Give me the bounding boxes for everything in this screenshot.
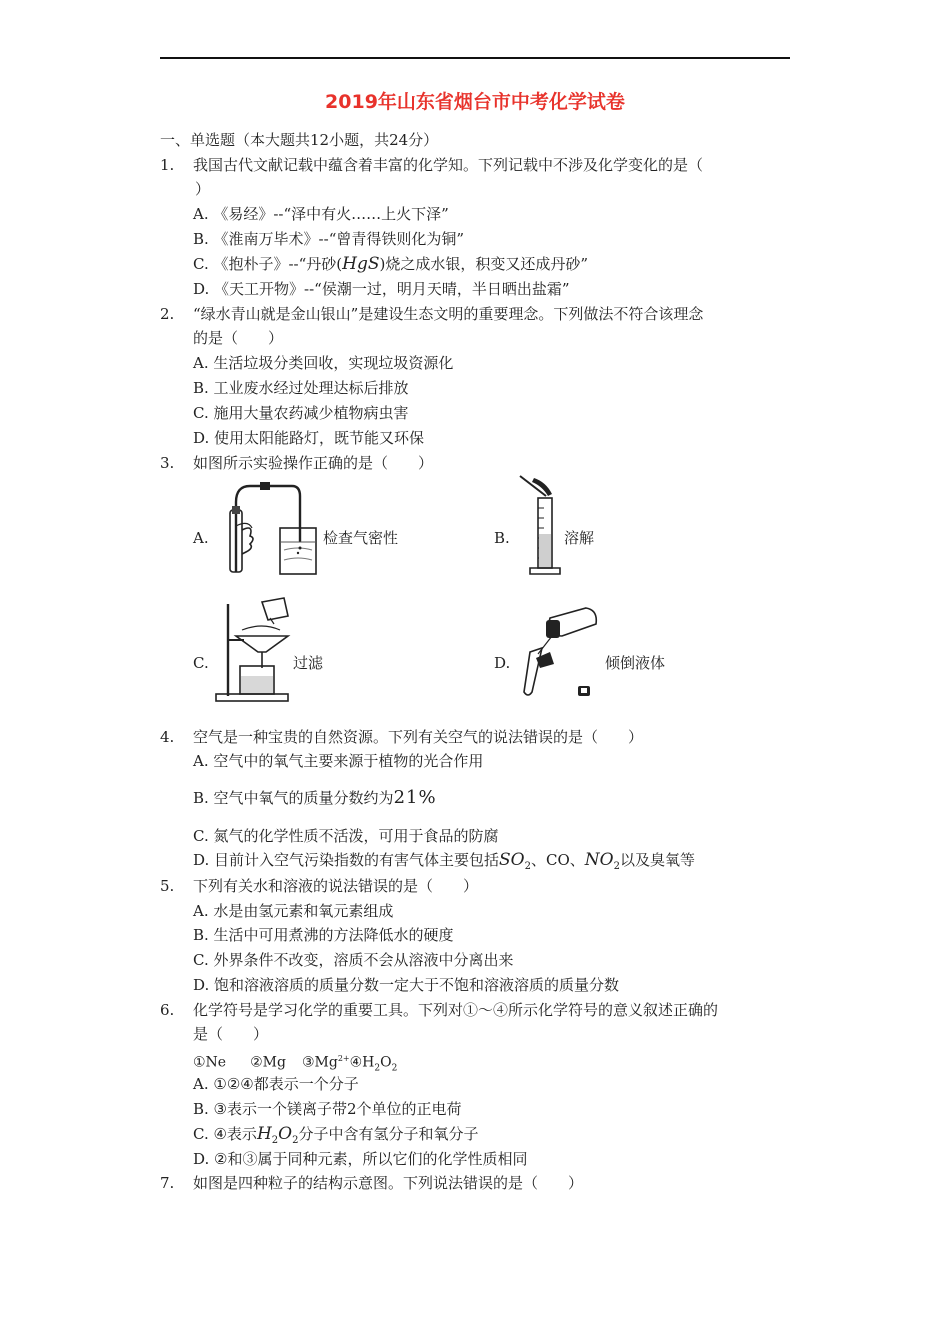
option-b: B. ③表示一个镁离子带2个单位的正电荷: [193, 1100, 462, 1118]
option-a: A. 《易经》--“泽中有火……上火下泽”: [193, 205, 449, 223]
option-b: B. 工业废水经过处理达标后排放: [193, 379, 409, 397]
question-stem: “绿水青山就是金山银山”是建设生态文明的重要理念。下列做法不符合该理念: [193, 305, 704, 323]
question-stem-2: 的是（ ）: [193, 329, 284, 347]
option-b: B. 空气中氧气的质量分数约为21%: [193, 787, 437, 808]
section-heading: 一、单选题（本大题共12小题，共24分）: [160, 131, 439, 149]
chemical-symbols: ①Ne ②Mg $③Mg^{2+}④H_2O_2$: [193, 1054, 398, 1074]
option-d: D. 目前计入空气污染指数的有害气体主要包括$SO_2$、CO、$NO_2$以及臭氧等: [193, 850, 695, 872]
question-stem: 如图是四种粒子的结构示意图。下列说法错误的是（ ）: [193, 1174, 584, 1192]
option-a: A. 生活垃圾分类回收，实现垃圾资源化: [193, 354, 454, 372]
option-b: B. 生活中可用煮沸的方法降低水的硬度: [193, 926, 454, 944]
question-stem: 下列有关水和溶液的说法错误的是（ ）: [193, 877, 479, 895]
option-b-label: 溶解: [564, 529, 595, 547]
filtration-figure: [214, 596, 294, 704]
option-b: B. 《淮南万毕术》--“曾青得铁则化为铜”: [193, 230, 465, 248]
question-stem: 化学符号是学习化学的重要工具。下列对①～④所示化学符号的意义叙述正确的: [193, 1001, 719, 1019]
option-d: D. ②和③属于同种元素，所以它们的化学性质相同: [193, 1150, 528, 1168]
option-c-label: 过滤: [293, 654, 324, 672]
option-c: C. 《抱朴子》--“丹砂(HgS)烧之成水银，积变又还成丹砂”: [193, 254, 589, 274]
question-stem: 如图所示实验操作正确的是（ ）: [193, 454, 434, 472]
option-a: A. ①②④都表示一个分子: [193, 1075, 359, 1093]
airtightness-check-figure: [214, 480, 320, 580]
option-c: C. ④表示$H_2O_2$分子中含有氢分子和氧分子: [193, 1124, 479, 1146]
option-d-label: 倾倒液体: [605, 654, 666, 672]
option-d: D. 使用太阳能路灯，既节能又环保: [193, 429, 425, 447]
option-d: D. 饱和溶液溶质的质量分数一定大于不饱和溶液溶质的质量分数: [193, 976, 620, 994]
option-d-letter: D.: [494, 654, 511, 672]
question-stem-2: 是（ ）: [193, 1025, 269, 1043]
option-d: D. 《天工开物》--“侯潮一过，明月天晴，半日晒出盐霜”: [193, 280, 570, 298]
header-rule: [160, 57, 790, 59]
option-c: C. 施用大量农药减少植物病虫害: [193, 404, 409, 422]
question-number: 4.: [160, 728, 175, 746]
question-stem-end: ）: [195, 180, 211, 198]
pouring-liquid-figure: [516, 606, 600, 700]
page-title: 2019年山东省烟台市中考化学试卷: [325, 91, 625, 113]
option-a: A. 空气中的氧气主要来源于植物的光合作用: [193, 752, 484, 770]
option-b-letter: B.: [494, 529, 510, 547]
question-number: 7.: [160, 1174, 175, 1192]
question-stem: 空气是一种宝贵的自然资源。下列有关空气的说法错误的是（ ）: [193, 728, 644, 746]
question-number: 1.: [160, 156, 175, 174]
option-c: C. 外界条件不改变，溶质不会从溶液中分离出来: [193, 951, 514, 969]
question-number: 6.: [160, 1001, 175, 1019]
option-c: C. 氮气的化学性质不活泼，可用于食品的防腐: [193, 827, 499, 845]
dissolving-figure: [516, 474, 564, 580]
formula-hgs: HgS: [342, 254, 380, 274]
oxygen-percentage: 21%: [393, 787, 437, 808]
option-a-label: 检查气密性: [323, 529, 399, 547]
option-a: A. 水是由氢元素和氧元素组成: [193, 902, 394, 920]
option-a-letter: A.: [193, 529, 209, 547]
option-c-letter: C.: [193, 654, 209, 672]
question-number: 5.: [160, 877, 175, 895]
question-number: 2.: [160, 305, 175, 323]
question-stem: 我国古代文献记载中蕴含着丰富的化学知。下列记载中不涉及化学变化的是（: [193, 156, 704, 174]
question-number: 3.: [160, 454, 175, 472]
